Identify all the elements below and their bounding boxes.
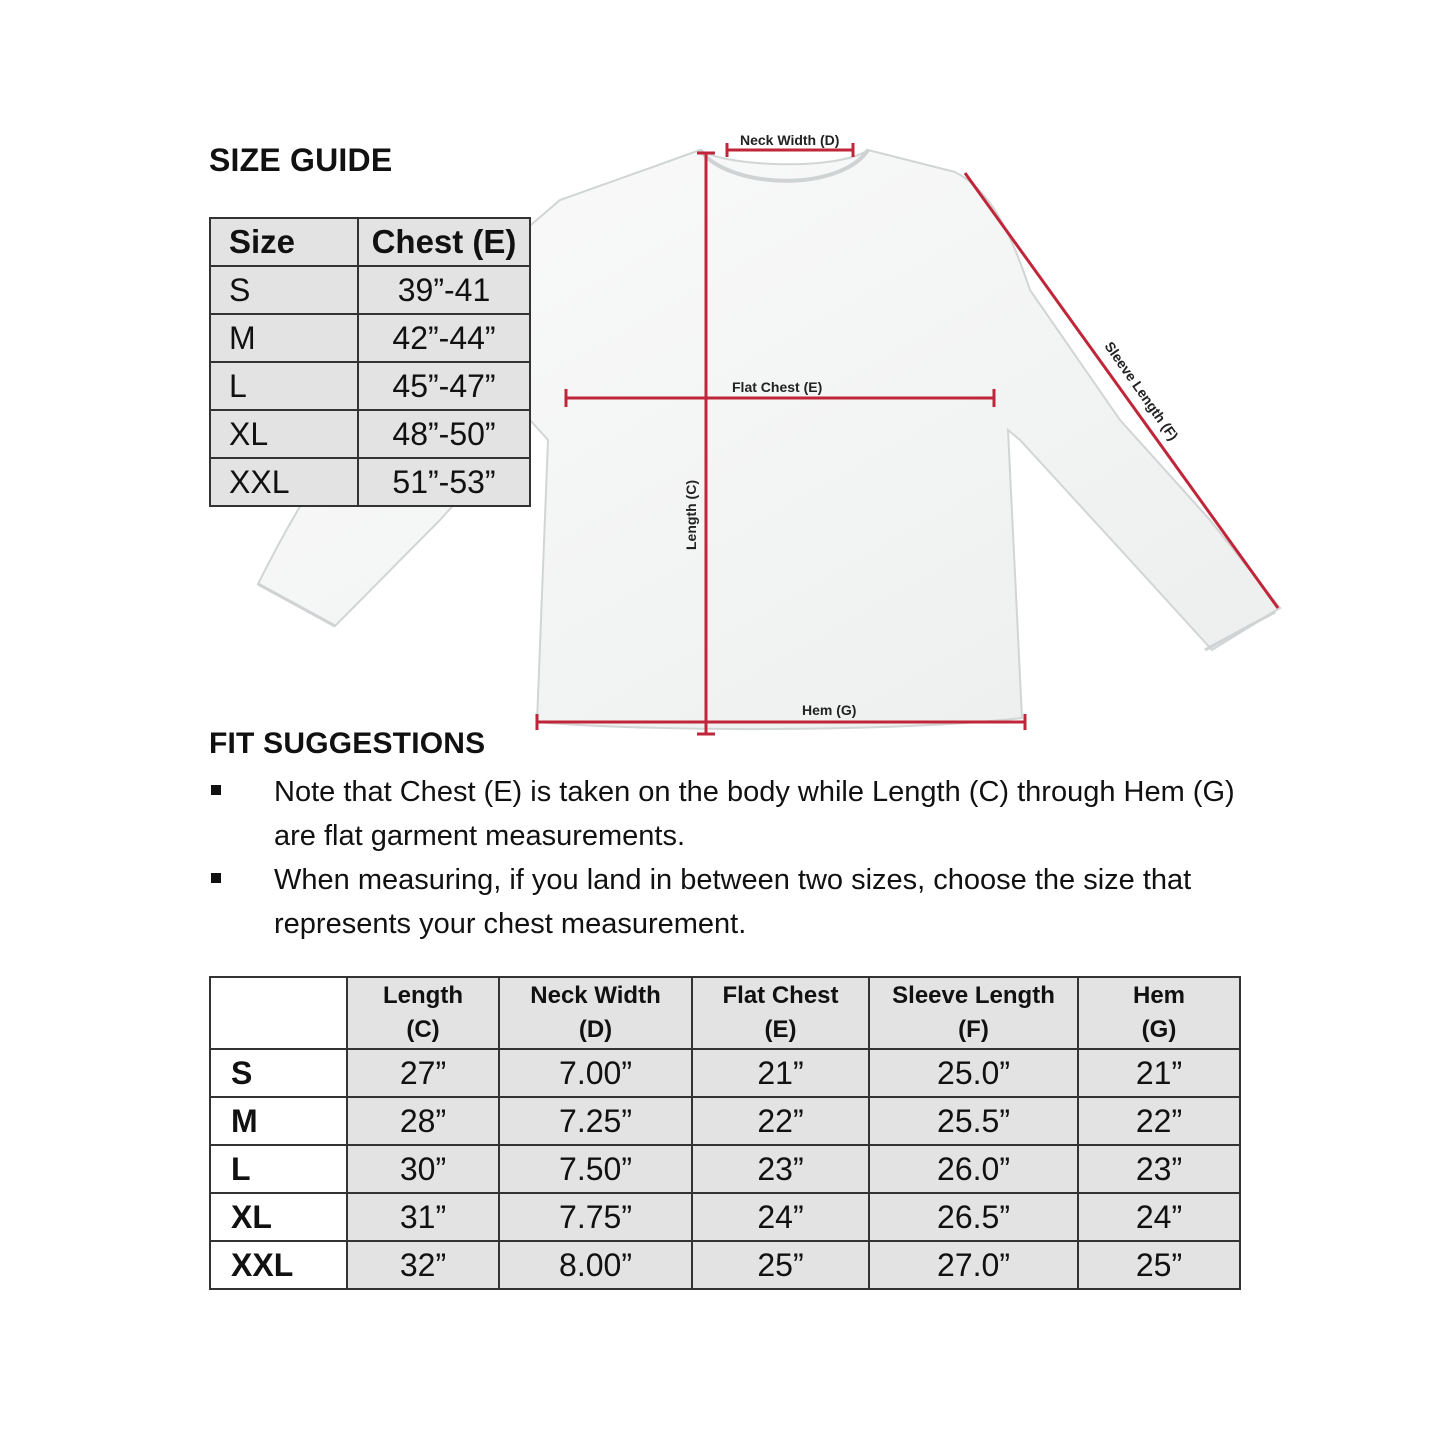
chest-table-row xyxy=(210,314,530,362)
chest-row-size: M xyxy=(210,314,358,362)
measurements-table xyxy=(209,976,1241,1290)
cell-neck-width: 7.25” xyxy=(499,1097,692,1145)
cell-sleeve-length: 26.0” xyxy=(869,1145,1078,1193)
cell-sleeve-length: 27.0” xyxy=(869,1241,1078,1289)
table-row xyxy=(210,1097,1240,1145)
chest-table-row xyxy=(210,410,530,458)
chest-table-header-row xyxy=(210,218,530,266)
row-size-label: L xyxy=(210,1145,347,1193)
cell-flat-chest: 22” xyxy=(692,1097,869,1145)
table-row xyxy=(210,1145,1240,1193)
size-guide-title: SIZE GUIDE xyxy=(209,142,393,178)
fit-suggestion-item xyxy=(209,858,1259,946)
row-size-label: XXL xyxy=(210,1241,347,1289)
header-line1: Flat Chest xyxy=(722,982,839,1009)
cell-length: 28” xyxy=(347,1097,499,1145)
square-bullet-icon xyxy=(211,873,221,883)
fit-suggestions-title: FIT SUGGESTIONS xyxy=(209,727,486,760)
cell-hem: 22” xyxy=(1078,1097,1240,1145)
cell-flat-chest: 24” xyxy=(692,1193,869,1241)
cell-flat-chest: 21” xyxy=(692,1049,869,1097)
chest-table-row xyxy=(210,266,530,314)
flat-chest-label: Flat Chest (E) xyxy=(732,379,823,395)
cell-hem: 21” xyxy=(1078,1049,1240,1097)
chest-row-size: XXL xyxy=(210,458,358,506)
cell-length: 30” xyxy=(347,1145,499,1193)
fit-suggestion-text: Note that Chest (E) is taken on the body while Length (C) through Hem (G) are flat garment measurements. xyxy=(274,776,1235,852)
cell-hem: 25” xyxy=(1078,1241,1240,1289)
chest-row-size: XL xyxy=(210,410,358,458)
hem-label: Hem (G) xyxy=(802,702,857,718)
row-size-label: S xyxy=(210,1049,347,1097)
fit-suggestions-list xyxy=(209,770,1259,946)
chest-header-chest: Chest (E) xyxy=(358,218,530,266)
square-bullet-icon xyxy=(211,785,221,795)
header-line2: (D) xyxy=(578,1016,613,1043)
cell-sleeve-length: 25.0” xyxy=(869,1049,1078,1097)
cell-neck-width: 8.00” xyxy=(499,1241,692,1289)
cell-sleeve-length: 25.5” xyxy=(869,1097,1078,1145)
chest-row-value: 48”-50” xyxy=(358,410,530,458)
header-line1: Sleeve Length xyxy=(892,982,1055,1009)
cell-flat-chest: 23” xyxy=(692,1145,869,1193)
fit-suggestion-item xyxy=(209,770,1259,858)
row-size-label: M xyxy=(210,1097,347,1145)
length-label: Length (C) xyxy=(683,480,699,550)
cell-neck-width: 7.50” xyxy=(499,1145,692,1193)
chest-row-value: 42”-44” xyxy=(358,314,530,362)
header-line2: (E) xyxy=(764,1016,797,1043)
table-row xyxy=(210,1241,1240,1289)
cell-hem: 24” xyxy=(1078,1193,1240,1241)
cell-sleeve-length: 26.5” xyxy=(869,1193,1078,1241)
cell-length: 27” xyxy=(347,1049,499,1097)
table-row xyxy=(210,1049,1240,1097)
chest-header-size: Size xyxy=(210,218,358,266)
header-neck-width xyxy=(499,977,692,1049)
cell-neck-width: 7.00” xyxy=(499,1049,692,1097)
cell-length: 31” xyxy=(347,1193,499,1241)
chest-row-value: 45”-47” xyxy=(358,362,530,410)
fit-suggestion-text: When measuring, if you land in between two sizes, choose the size that represents your chest measurement. xyxy=(274,864,1192,940)
measurements-header-row xyxy=(210,977,1240,1049)
measurements-corner-cell xyxy=(210,977,347,1049)
chest-table-row xyxy=(210,362,530,410)
header-line1: Hem xyxy=(1132,982,1186,1009)
header-line1: Length xyxy=(383,982,463,1009)
header-sleeve-length xyxy=(869,977,1078,1049)
cell-length: 32” xyxy=(347,1241,499,1289)
header-line2: (C) xyxy=(406,1016,440,1043)
row-size-label: XL xyxy=(210,1193,347,1241)
chest-size-table xyxy=(209,217,531,507)
header-line2: (G) xyxy=(1141,1016,1177,1043)
header-hem xyxy=(1078,977,1240,1049)
chest-row-size: S xyxy=(210,266,358,314)
cell-flat-chest: 25” xyxy=(692,1241,869,1289)
cell-neck-width: 7.75” xyxy=(499,1193,692,1241)
cell-hem: 23” xyxy=(1078,1145,1240,1193)
header-flat-chest xyxy=(692,977,869,1049)
chest-row-value: 51”-53” xyxy=(358,458,530,506)
header-length xyxy=(347,977,499,1049)
sleeve-length-label: Sleeve Length (F) xyxy=(1101,338,1182,444)
chest-row-value: 39”-41 xyxy=(358,266,530,314)
header-line1: Neck Width xyxy=(530,982,661,1009)
chest-row-size: L xyxy=(210,362,358,410)
table-row xyxy=(210,1193,1240,1241)
neck-width-label: Neck Width (D) xyxy=(740,132,840,148)
chest-table-row xyxy=(210,458,530,506)
header-line2: (F) xyxy=(958,1016,989,1043)
